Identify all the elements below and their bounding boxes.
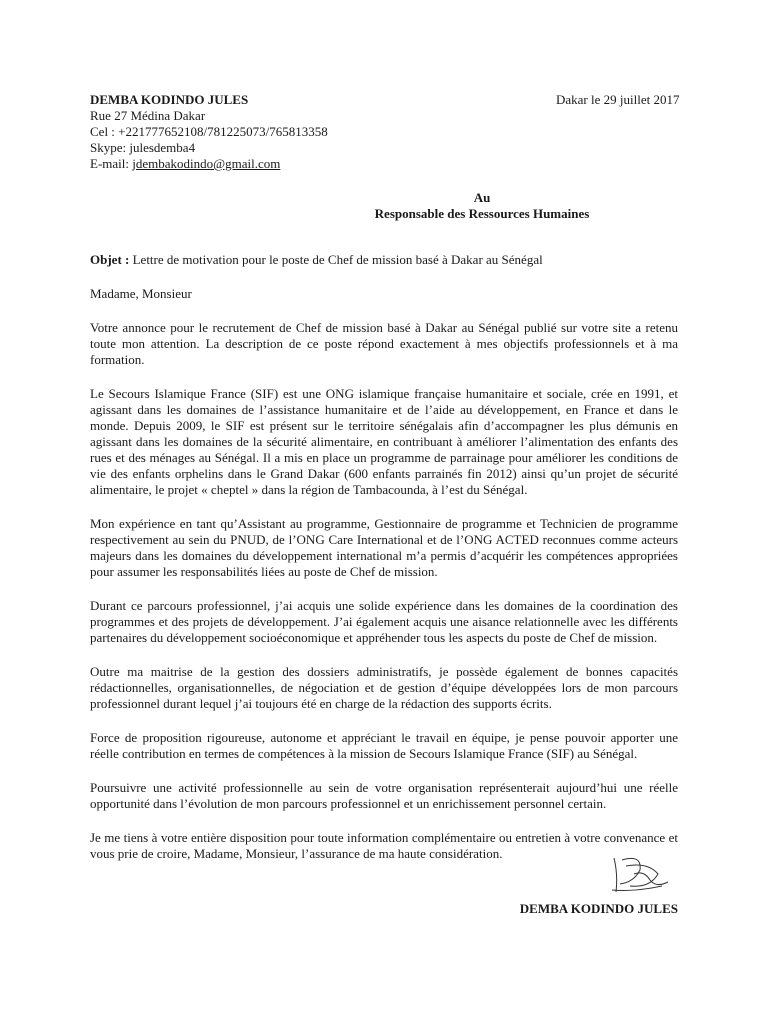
salutation: Madame, Monsieur [90, 286, 192, 301]
paragraph: Durant ce parcours professionnel, j’ai acquis une solide expérience dans les domaines de la coordination des programmes et des projets de développement. J’ai également acquis une aisance relationnelle avec les différents partenaires du développement socioéconomique et appréhender tous les aspects du poste de Chef de mission. [90, 598, 678, 645]
paragraph: Outre ma maitrise de la gestion des dossiers administratifs, je possède également de bonnes capacités rédactionnelles, organisationnelles, de négociation et de gestion d’équipe développées lors de mon parcours professionnel durant lequel j’ai toujours été en charge de la rédaction des supports écrits. [90, 664, 678, 711]
paragraph: Mon expérience en tant qu’Assistant au programme, Gestionnaire de programme et Technicien de programme respectivement au sein du PNUD, de l’ONG Care International et de l’ONG ACTED reconnues comme acteurs majeurs dans les domaines du développement international m’a permis d’acquérir les compétences appropriées pour assumer les responsabilités liées au poste de Chef de mission. [90, 516, 678, 579]
recipient-block [340, 190, 624, 222]
letter-date: Dakar le 29 juillet 2017 [556, 92, 680, 107]
paragraph: Votre annonce pour le recrutement de Chef de mission basé à Dakar au Sénégal publié sur votre site a retenu toute mon attention. La description de ce poste répond exactement à mes objectifs professionnels et à ma formation. [90, 320, 678, 367]
sender-email-label: E-mail: [90, 156, 133, 171]
sender-address: Rue 27 Médina Dakar [90, 108, 206, 123]
letter-body [90, 252, 678, 880]
paragraph: Je me tiens à votre entière disposition pour toute information complémentaire ou entretien à votre convenance et vous prie de croire, Madame, Monsieur, l’assurance de ma haute considération. [90, 830, 678, 861]
recipient-line-1: Au [473, 190, 491, 205]
paragraph: Poursuivre une activité professionnelle au sein de votre organisation représenterait aujourd’hui une réelle opportunité dans l’évolution de mon parcours professionnel et un enrichissement personnel certain. [90, 780, 678, 811]
handwritten-signature [604, 852, 674, 896]
recipient-line-2: Responsable des Ressources Humaines [374, 206, 590, 221]
paragraph: Force de proposition rigoureuse, autonome et appréciant le travail en équipe, je pense pouvoir apporter une réelle contribution en termes de compétences à la mission de Secours Islamique France (SIF) au Sénégal. [90, 730, 678, 761]
subject-line [90, 252, 678, 268]
sender-block [90, 92, 410, 172]
paragraph: Le Secours Islamique France (SIF) est une ONG islamique française humanitaire et sociale, crée en 1991, et agissant dans les domaines de l’assistance humanitaire et de l’aide au développement, en France et dans le monde. Depuis 2009, le SIF est présent sur le territoire sénégalais afin d’accompagner les plus démunis en agissant dans les domaines de la sécurité alimentaire, en contribuant à améliorer l’alimentation des enfants des rues et des ménages au Sénégal. Il a mis en place un programme de parrainage pour améliorer les conditions de vie des enfants orphelins dans le Grand Dakar (600 enfants parrainés fin 2012) ainsi qu’un projet de sécurité alimentaire, le projet « cheptel » dans la région de Tambacounda, à l’est du Sénégal. [90, 386, 678, 497]
subject-label: Objet : [90, 252, 130, 267]
sender-email-link[interactable]: jdembakodindo@gmail.com [132, 156, 281, 171]
sender-name: DEMBA KODINDO JULES [90, 92, 249, 107]
sender-skype: Skype: julesdemba4 [90, 140, 196, 155]
signer-name: DEMBA KODINDO JULES [519, 901, 678, 916]
sender-email-line [90, 156, 410, 172]
subject-text: Lettre de motivation pour le poste de Chef de mission basé à Dakar au Sénégal [129, 252, 543, 267]
sender-phone: Cel : +221777652108/781225073/765813358 [90, 124, 328, 139]
